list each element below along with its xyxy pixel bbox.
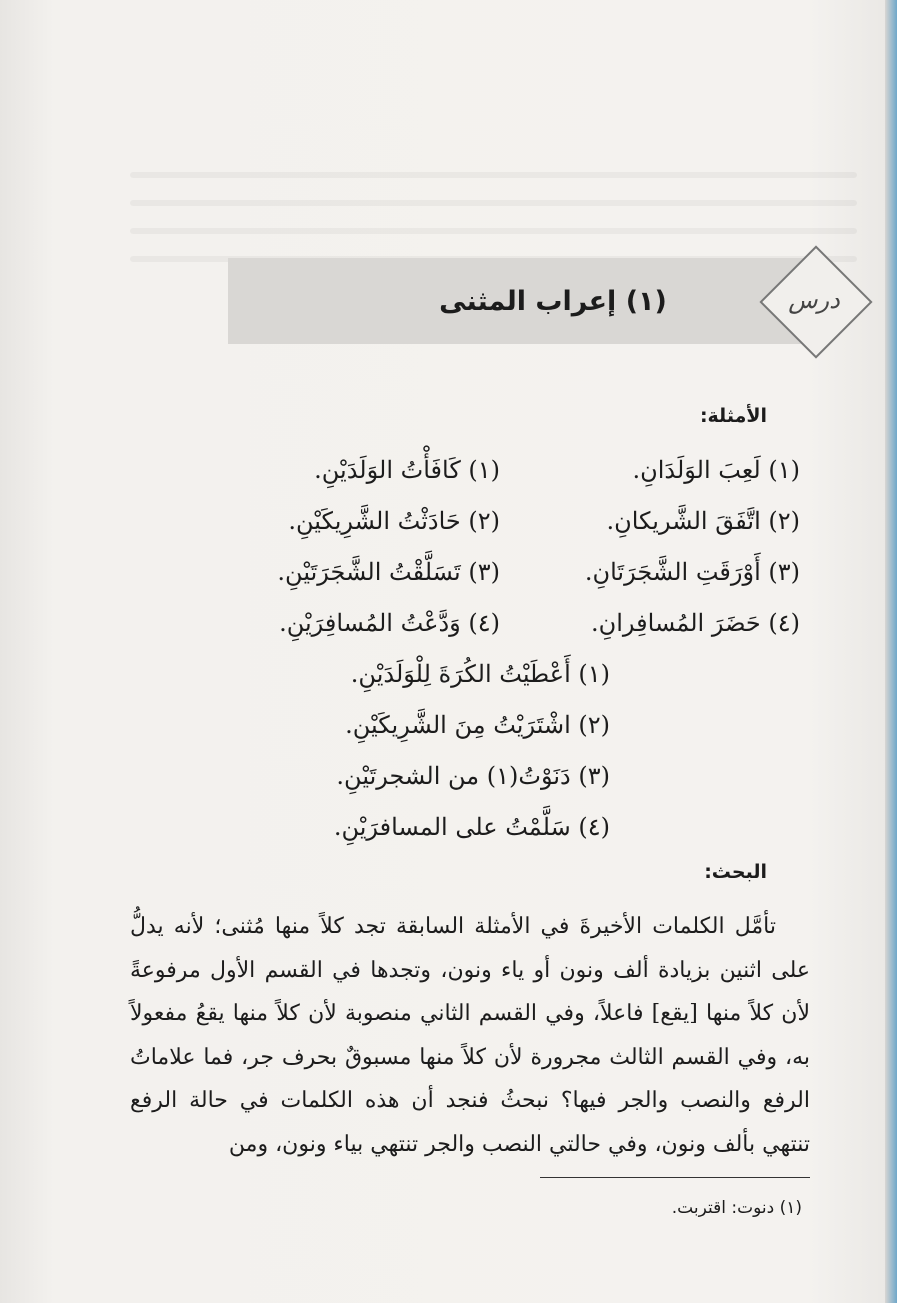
- lesson-badge-label: درس: [788, 286, 840, 314]
- example-sentence: (٤) وَدَّعْتُ المُسافِرَيْنِ.: [279, 609, 500, 637]
- lesson-header: [228, 258, 808, 344]
- example-sentence: (٢) اشْتَرَيْتُ مِنَ الشَّرِيكَيْنِ.: [345, 711, 610, 739]
- examples-column-genitive: [250, 649, 610, 853]
- example-sentence: (٤) حَضَرَ المُسافِرانِ.: [591, 609, 800, 637]
- page-edge: [885, 0, 897, 1303]
- discussion-paragraph: [130, 905, 810, 1166]
- example-sentence: (١) كَافَأْتُ الوَلَدَيْنِ.: [314, 456, 500, 484]
- examples-section: [170, 445, 800, 845]
- example-sentence: (٣) أَوْرَقَتِ الشَّجَرَتَانِ.: [584, 558, 800, 586]
- footnote-divider: [540, 1177, 810, 1178]
- examples-column-subject: [510, 445, 800, 649]
- example-sentence: (٢) اتَّفَقَ الشَّريكانِ.: [606, 507, 800, 535]
- footnote: (١) دنوت: اقتربت.: [671, 1198, 802, 1218]
- lesson-title: (١) إعراب المثنى: [439, 285, 667, 317]
- examples-column-object: [180, 445, 500, 649]
- example-sentence: (٣) دَنَوْتُ(١) من الشجرتَيْنِ.: [336, 762, 610, 790]
- example-sentence: (١) أَعْطَيْتُ الكُرَةَ لِلْوَلَدَيْنِ.: [350, 660, 610, 688]
- example-sentence: (٢) حَادَثْتُ الشَّرِيكَيْنِ.: [288, 507, 500, 535]
- discussion-text: تأمَّل الكلمات الأخيرةَ في الأمثلة السابقة تجد كلاً منها مُثنى؛ لأنه يدلُّ على اثنين بزيادة ألف ونون أو ياء ونون، وتجدها في القسم الأول مرفوعةً لأن كلاً منها [يقع] فاعلاً، وفي القسم الثاني منصوبة لأن كلاً منها يقعُ مفعولاً به، وفي القسم الثالث مجرورة لأن كلاً منها مسبوقٌ بحرف جر، فما علاماتُ الرفع والنصب والجر فيها؟ نبحثُ فنجد أن هذه الكلمات في حالة الرفع تنتهي بألف ونون، وفي حالتي النصب والجر تنتهي بياء ونون، ومن: [130, 914, 810, 1157]
- discussion-heading: البحث:: [704, 861, 767, 883]
- example-sentence: (٤) سَلَّمْتُ على المسافرَيْنِ.: [333, 813, 610, 841]
- examples-heading: الأمثلة:: [699, 405, 767, 427]
- example-sentence: (١) لَعِبَ الوَلَدَانِ.: [632, 456, 800, 484]
- example-sentence: (٣) تَسَلَّقْتُ الشَّجَرَتَيْنِ.: [277, 558, 500, 586]
